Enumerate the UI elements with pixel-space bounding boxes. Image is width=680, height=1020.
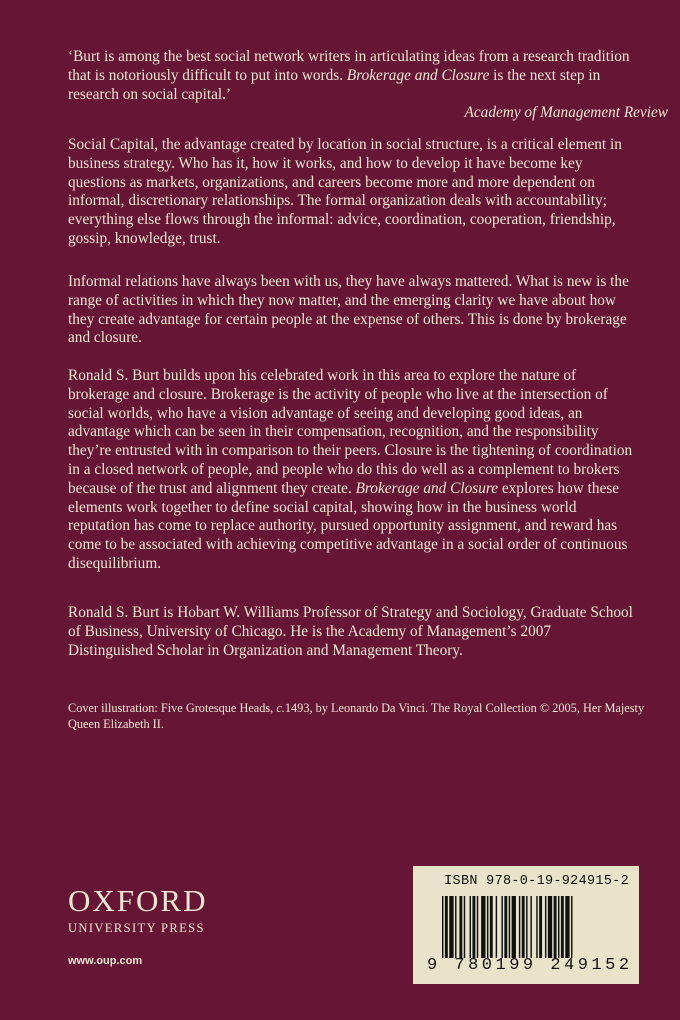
cover-illustration-credit: [68, 700, 648, 732]
paragraph-3-title: Brokerage and Closure: [355, 479, 499, 497]
publisher-name: OXFORD: [68, 883, 208, 918]
publisher-press: UNIVERSITY PRESS: [68, 921, 205, 935]
quote-text-start: ‘Burt is among the best social network writers in articulating ideas from a research tradition that is notoriously difficult to put into words.: [68, 48, 630, 84]
description-paragraph-3: [68, 367, 638, 574]
paragraph-3-start: Ronald S. Burt builds upon his celebrated work in this area to explore the nature of brokerage and closure. Brokerage is the activity of people who live at the intersection of social worlds, who have a vision advantage of seeing and developing good ideas, an advantage which can be seen in their compensation, recognition, and the responsibility they’re entrusted with in comparison to their peers. Closure is the tightening of coordination in a closed network of people, and people who do this do well as a complement to brokers because of the trust and alignment they create.: [68, 367, 633, 497]
quote-text-end: is the next step in research on social capital.’: [68, 66, 601, 103]
description-paragraph-1: Social Capital, the advantage created by location in social structure, is a critical element in business strategy. Who has it, how it works, and how to develop it have become key questions as markets, organizations, and careers become more and more dependent on informal, discretionary relationships. The formal organization deals with accountability; everything else flows through the informal: advice, coordination, cooperation, friendship, gossip, knowledge, trust.: [68, 136, 622, 247]
caption-start: Cover illustration: Five Grotesque Heads,: [68, 701, 277, 715]
caption-end: 1493, by Leonardo Da Vinci. The Royal Collection © 2005, Her Majesty Queen Elizabeth II.: [68, 701, 645, 731]
isbn-label: ISBN 978-0-19-924915-2: [444, 874, 629, 889]
description-paragraph-2: Informal relations have always been with us, they have always mattered. What is new is the range of activities in which they now matter, and the emerging clarity we have about how they create advantage for certain people at the expense of others. This is done by brokerage and closure.: [68, 273, 629, 347]
quote-title: Brokerage and Closure: [346, 66, 490, 84]
caption-circa: c.: [276, 701, 285, 715]
barcode-bars: [442, 896, 620, 958]
review-quote: [68, 48, 668, 123]
paragraph-3-end: explores how these elements work together to define social capital, showing how in the business world reputation has come to replace authority, pursued opportunity assignment, and reward has come to be associated with achieving competitive advantage in a social order of continuous disequilibrium.: [68, 479, 628, 572]
publisher-url[interactable]: www.oup.com: [68, 955, 143, 967]
quote-attribution: Academy of Management Review: [464, 104, 668, 122]
author-bio: Ronald S. Burt is Hobart W. Williams Professor of Strategy and Sociology, Graduate School of Business, University of Chicago. He is the Academy of Management’s 2007 Distinguished Scholar in Organization and Management Theory.: [68, 604, 633, 659]
publisher-logo: [68, 883, 208, 936]
barcode: [413, 866, 639, 984]
barcode-number: 9 780199 249152: [427, 956, 633, 975]
